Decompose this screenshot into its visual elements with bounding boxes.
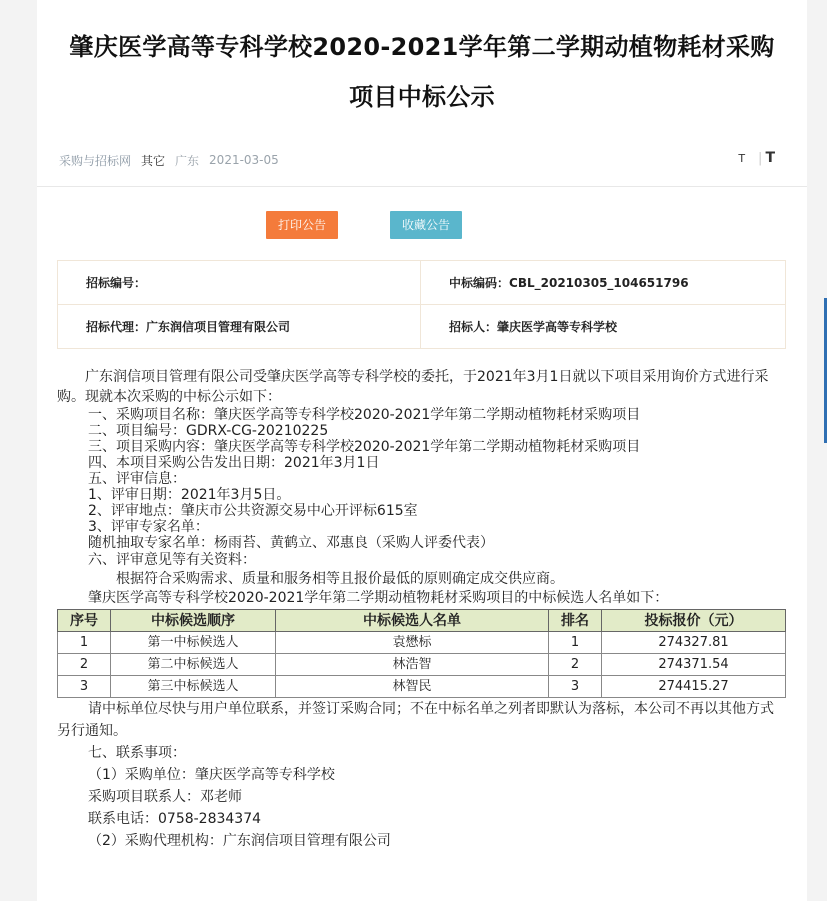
contact-person: 采购项目联系人：邓老师 — [88, 789, 242, 805]
col-header-name: 中标候选人名单 — [276, 610, 549, 632]
detail-line: 随机抽取专家名单：杨雨苔、黄鹤立、邓惠良（采购人评委代表） — [88, 535, 494, 551]
cell-name: 袁懋标 — [276, 632, 549, 654]
col-header-price: 投标报价（元） — [602, 610, 786, 632]
notice-paragraph: 请中标单位尽快与用户单位联系，并签订采购合同；不在中标名单之列者即默认为落标，本公司不再以其他方式另行通知。 — [57, 701, 774, 739]
cell-order: 第三中标候选人 — [111, 676, 276, 698]
cell-no: 3 — [58, 676, 111, 698]
selection-criteria: 根据符合采购需求、质量和服务相等且报价最低的原则确定成交供应商。 — [116, 571, 564, 587]
table-row — [58, 654, 786, 676]
table-header-row — [58, 610, 786, 632]
buyer-label: 招标人： — [449, 320, 498, 334]
contact-heading: 七、联系事项： — [88, 745, 186, 761]
detail-line: 二、项目编号：GDRX-CG-20210225 — [88, 423, 329, 439]
action-bar — [37, 187, 807, 265]
project-details — [57, 407, 787, 551]
award-code-value: CBL_20210305_104651796 — [509, 276, 689, 290]
font-small-button[interactable]: T — [738, 152, 746, 165]
print-button[interactable]: 打印公告 — [266, 211, 338, 239]
publish-date: 2021-03-05 — [209, 153, 279, 167]
font-large-button[interactable]: T — [765, 150, 775, 166]
table-row — [58, 632, 786, 654]
col-header-no: 序号 — [58, 610, 111, 632]
region-label[interactable]: 广东 — [175, 153, 200, 168]
title-line-2: 项目中标公示 — [349, 83, 495, 111]
bid-no-label: 招标编号： — [86, 276, 147, 290]
intro-paragraph: 广东润信项目管理有限公司受肇庆医学高等专科学校的委托，于2021年3月1日就以下项目采用询价方式进行采购。现就本次采购的中标公示如下： — [57, 369, 769, 405]
article-body — [57, 367, 787, 852]
cell-no: 2 — [58, 654, 111, 676]
table-row — [58, 676, 786, 698]
cell-name: 林智民 — [276, 676, 549, 698]
detail-line: 四、本项目采购公告发出日期：2021年3月1日 — [88, 455, 380, 471]
font-size-switcher: T | T — [738, 150, 775, 166]
cell-order: 第一中标候选人 — [111, 632, 276, 654]
detail-line: 2、评审地点：肇庆市公共资源交易中心开评标615室 — [88, 503, 418, 519]
cell-price: 274415.27 — [602, 676, 786, 698]
cell-no: 1 — [58, 632, 111, 654]
cell-name: 林浩智 — [276, 654, 549, 676]
category-label[interactable]: 其它 — [141, 153, 166, 168]
cell-order: 第二中标候选人 — [111, 654, 276, 676]
article-meta — [59, 140, 785, 180]
page-title — [37, 22, 807, 122]
cell-price: 274327.81 — [602, 632, 786, 654]
cell-rank: 3 — [549, 676, 602, 698]
cell-rank: 1 — [549, 632, 602, 654]
col-header-order: 中标候选顺序 — [111, 610, 276, 632]
contact-phone: 联系电话：0758-2834374 — [88, 811, 262, 827]
buyer-value: 肇庆医学高等专科学校 — [497, 320, 618, 334]
bid-info-table — [57, 260, 786, 349]
agent-label: 招标代理： — [86, 320, 147, 334]
cell-rank: 2 — [549, 654, 602, 676]
agent-value: 广东润信项目管理有限公司 — [146, 320, 291, 334]
col-header-rank: 排名 — [549, 610, 602, 632]
candidates-intro: 肇庆医学高等专科学校2020-2021学年第二学期动植物耗材采购项目的中标候选人名单如下： — [88, 590, 669, 606]
detail-line: 三、项目采购内容：肇庆医学高等专科学校2020-2021学年第二学期动植物耗材采购项目 — [88, 439, 641, 455]
detail-line: 3、评审专家名单： — [88, 519, 209, 535]
contact-agent: （2）采购代理机构：广东润信项目管理有限公司 — [88, 833, 391, 849]
detail-line: 1、评审日期：2021年3月5日。 — [88, 487, 291, 503]
detail-line: 五、评审信息： — [88, 471, 186, 487]
title-line-1: 肇庆医学高等专科学校2020-2021学年第二学期动植物耗材采购 — [69, 33, 775, 61]
contact-buyer: （1）采购单位：肇庆医学高等专科学校 — [88, 767, 335, 783]
detail-line: 一、采购项目名称：肇庆医学高等专科学校2020-2021学年第二学期动植物耗材采购项目 — [88, 407, 641, 423]
article-page — [37, 0, 807, 901]
candidates-table — [57, 609, 786, 698]
review-materials-heading: 六、评审意见等有关资料： — [88, 552, 256, 568]
source-link[interactable]: 采购与招标网 — [59, 153, 132, 168]
favorite-button[interactable]: 收藏公告 — [390, 211, 462, 239]
award-code-label: 中标编码： — [449, 276, 510, 290]
cell-price: 274371.54 — [602, 654, 786, 676]
